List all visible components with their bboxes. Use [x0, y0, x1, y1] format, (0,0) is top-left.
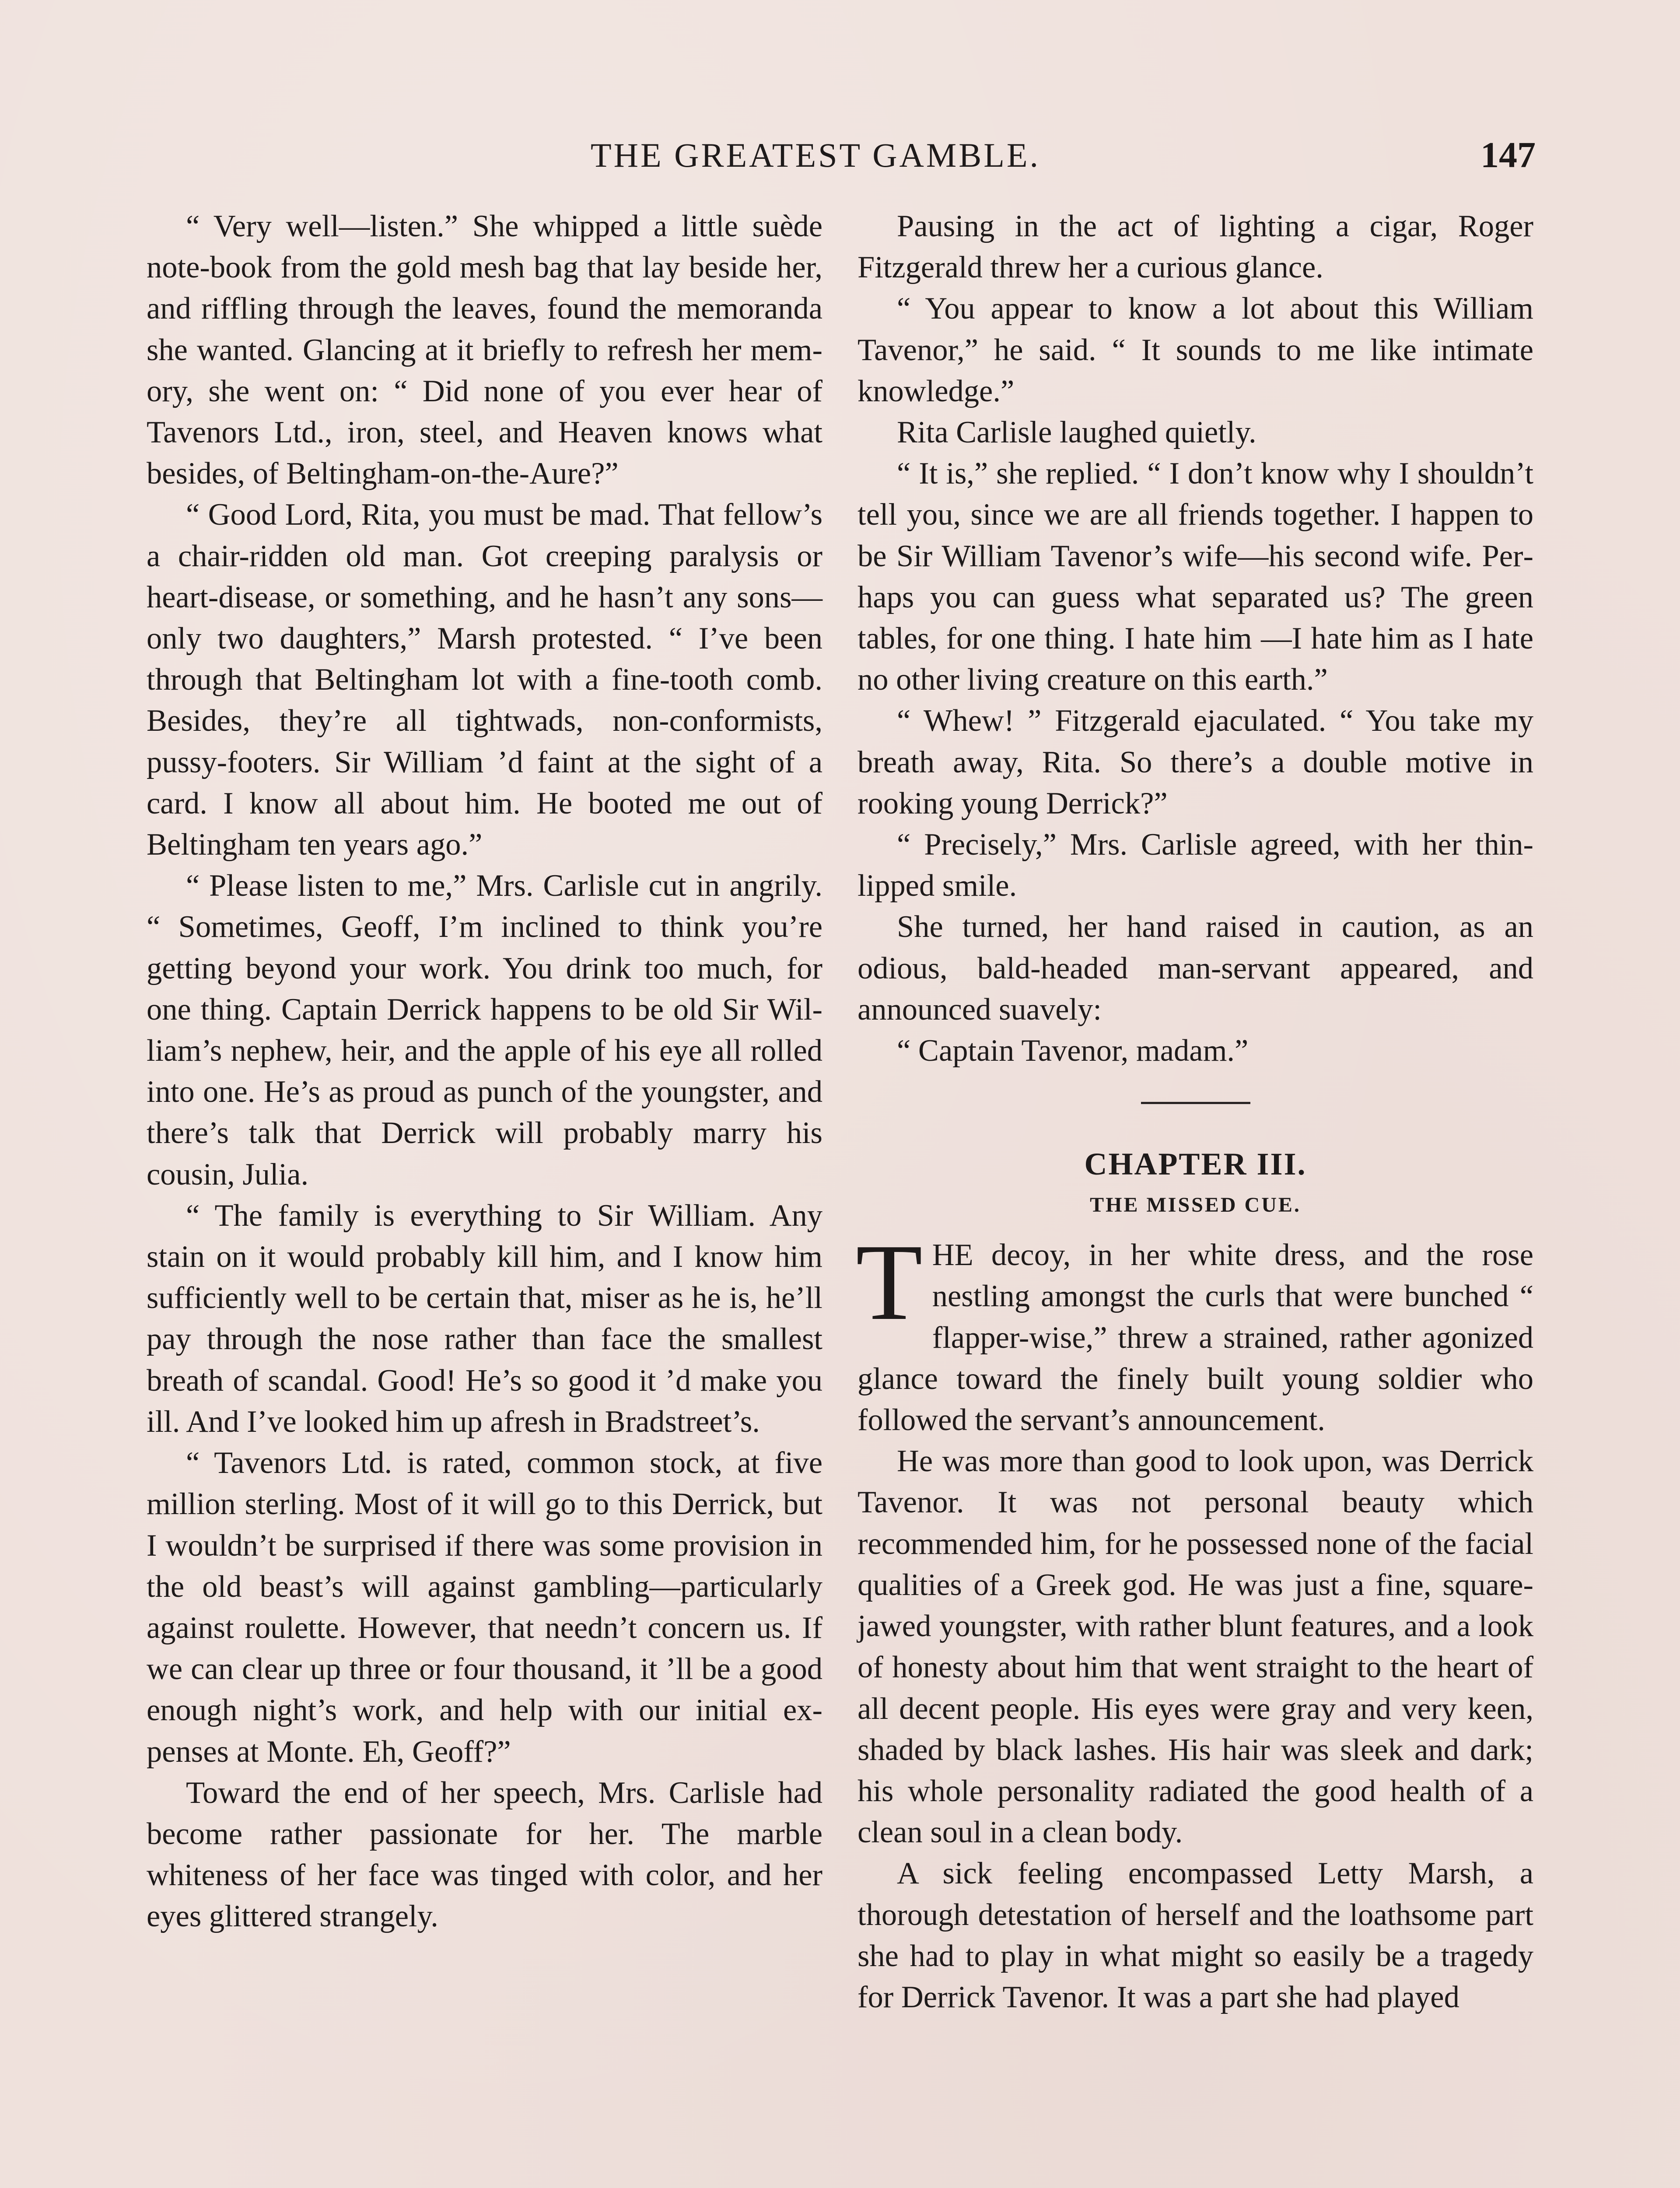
- section-divider: [1141, 1102, 1250, 1104]
- paragraph-text: HE decoy, in her white dress, and the rose nestling amongst the curls that were bunched “ flapper-wise,” threw a strained, rather agonized glance toward the finely built young soldier who followed the servant’s announcement.: [858, 1238, 1533, 1438]
- left-column: [147, 206, 822, 1937]
- paragraph: She turned, her hand raised in caution, as an odious, bald-headed man-servant appeared, and announced suavely:: [858, 910, 1533, 1027]
- page-number: 147: [1480, 135, 1536, 175]
- paragraph: Toward the end of her speech, Mrs. Carlisle had become rather passionate for her. The marble whiteness of her face was tinged with color, and her eyes glittered strangely.: [147, 1775, 822, 1934]
- chapter-subtitle: THE MISSED CUE.: [1090, 1193, 1301, 1217]
- paragraph: “ You appear to know a lot about this William Tavenor,” he said. “ It sounds to me like intimate knowledge.”: [858, 291, 1533, 408]
- drop-cap: T: [856, 1222, 923, 1343]
- chapter-title: CHAPTER III.: [1084, 1147, 1307, 1182]
- right-column: [858, 206, 1533, 2018]
- paragraph: “ Whew! ” Fitzgerald ejaculated. “ You take my breath away, Rita. So there’s a double motive in rooking young Derrick?”: [858, 704, 1533, 820]
- paragraph: “ Good Lord, Rita, you must be mad. That fellow’s a chair-ridden old man. Got creeping paralysis or heart-disease, or something, and he hasn’t any sons—only two daughters,” Marsh protested. “ I’ve been through that Beltingham lot with a fine-tooth comb. Besides, they’re all tightwads, non-conformists, pussy-footers. Sir William ’d faint at the sight of a card. I know all about him. He booted me out of Beltingham ten years ago.”: [147, 498, 822, 862]
- paragraph: “ Tavenors Ltd. is rated, common stock, at five million sterling. Most of it will go to this Derrick, but I wouldn’t be surprised if there was some provision in the old beast’s will against gambling—particularly against roulette. However, that needn’t concern us. If we can clear up three or four thousand, it ’ll be a good enough night’s work, and help with our initial expenses at Monte. Eh, Geoff?”: [147, 1446, 822, 1769]
- paragraph: Rita Carlisle laughed quietly.: [897, 415, 1256, 450]
- running-head: [144, 131, 1536, 179]
- paragraph: “ Very well—listen.” She whipped a little suède note-book from the gold mesh bag that lay beside her, and riffling through the leaves, found the memoranda she wanted. Glancing at it briefly to refresh her memory, she went on: “ Did none of you ever hear of Tavenors Ltd., iron, steel, and Heaven knows what besides, of Beltingham-on-the-Aure?”: [147, 209, 822, 491]
- chapter-opening-paragraph: [856, 1222, 1533, 1441]
- paragraph: He was more than good to look upon, was Derrick Tavenor. It was not personal beauty which recommended him, for he possessed none of the facial qualities of a Greek god. He was just a fine, squarejawed youngster, with rather blunt features, and a look of honesty about him that went straight to the heart of all decent people. His eyes were gray and very keen, shaded by black lashes. His hair was sleek and dark; his whole personality radiated the good health of a clean soul in a clean body.: [858, 1444, 1533, 1850]
- paragraph: “ Captain Tavenor, madam.”: [897, 1034, 1249, 1068]
- paragraph: “ It is,” she replied. “ I don’t know why I shouldn’t tell you, since we are all friends together. I happen to be Sir William Tavenor’s wife—his second wife. Perhaps you can guess what separated us? The green tables, for one thing. I hate him —I hate him as I hate no other living creature on this earth.”: [858, 456, 1533, 697]
- running-title: THE GREATEST GAMBLE.: [591, 136, 1041, 174]
- paragraph: A sick feeling encompassed Letty Marsh, a thorough detestation of herself and the loathsome part she had to play in what might so easily be a tragedy for Derrick Tavenor. It was a part she had played: [858, 1856, 1533, 2014]
- paragraph: “ Please listen to me,” Mrs. Carlisle cut in angrily. “ Sometimes, Geoff, I’m inclined to think you’re getting beyond your work. You drink too much, for one thing. Captain Derrick happens to be old Sir William’s nephew, heir, and the apple of his eye all rolled into one. He’s as proud as punch of the youngster, and there’s talk that Derrick will probably marry his cousin, Julia.: [147, 869, 822, 1192]
- paragraph: Pausing in the act of lighting a cigar, Roger Fitzgerald threw her a curious glance.: [858, 209, 1533, 285]
- paragraph: “ Precisely,” Mrs. Carlisle agreed, with her thin-lipped smile.: [858, 828, 1533, 903]
- paragraph: “ The family is everything to Sir William. Any stain on it would probably kill him, and I know him sufficiently well to be certain that, miser as he is, he’ll pay through the nose rather than face the smallest breath of scandal. Good! He’s so good it ’d make you ill. And I’ve looked him up afresh in Bradstreet’s.: [147, 1198, 822, 1439]
